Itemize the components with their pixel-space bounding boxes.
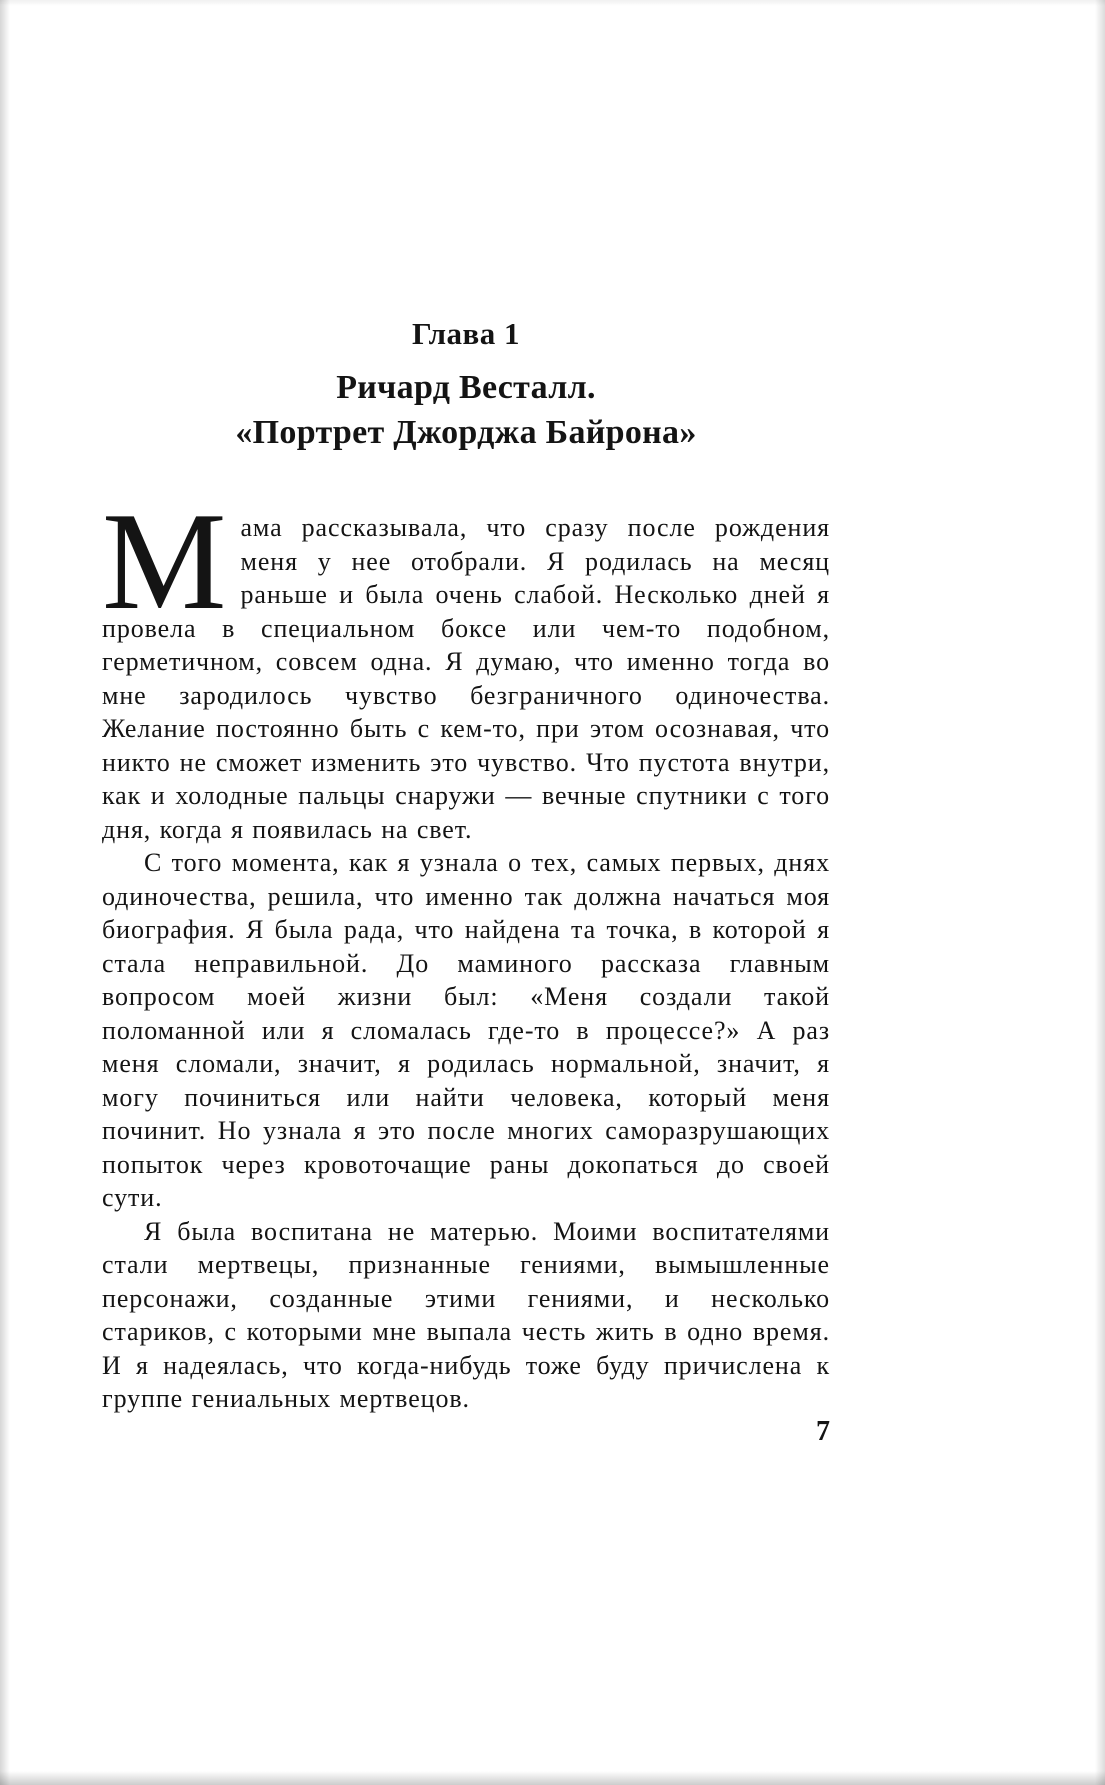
chapter-heading: Глава 1 xyxy=(411,316,521,351)
chapter-title xyxy=(102,365,830,455)
body-text xyxy=(102,484,830,1416)
paragraph-3: Я была воспитана не матерью. Моими воспитателями стали мертвецы, признанные гениями, вымышленные персонажи, созданные этими гениями, и несколько стариков, с которыми мне выпала честь жить в одно время. И я надеялась, что когда-нибудь тоже буду причислена к группе гениальных мертвецов. xyxy=(102,1216,830,1413)
paragraph-2: С того момента, как я узнала о тех, самых первых, днях одиночества, решила, что именно так должна начаться моя биография. Я была рада, что найдена та точка, в которой я стала неправильной. До маминого рассказа главным вопросом моей жизни был: «Меня создали такой поломанной или я сломалась где-то в процессе?» А раз меня сломали, значит, я родилась нормальной, значит, я могу починиться или найти человека, который меня починит. Но узнала я это после многих саморазрушающих попыток через кровоточащие раны докопаться до своей сути. xyxy=(102,848,830,1212)
page-number: 7 xyxy=(816,1416,830,1447)
chapter-title-line2: «Портрет Джорджа Байрона» xyxy=(235,414,697,451)
drop-cap: М xyxy=(102,484,227,639)
paragraph-1-text: ама рассказывала, что сразу после рождения меня у нее отобрали. Я родилась на месяц раньше и была очень слабой. Несколько дней я провела в специальном боксе или чем-то подобном, герметичном, совсем одна. Я думаю, что именно тогда во мне зародилось чувство безграничного одиночества. Желание постоянно быть с кем-то, при этом осознавая, что никто не сможет изменить это чувство. Что пустота внутри, как и холодные пальцы снаружи — вечные спутники с того дня, когда я появилась на свет. xyxy=(102,513,830,844)
chapter-title-line1: Ричард Весталл. xyxy=(336,369,596,406)
text-column xyxy=(102,316,830,1416)
paragraph-1 xyxy=(102,484,830,846)
